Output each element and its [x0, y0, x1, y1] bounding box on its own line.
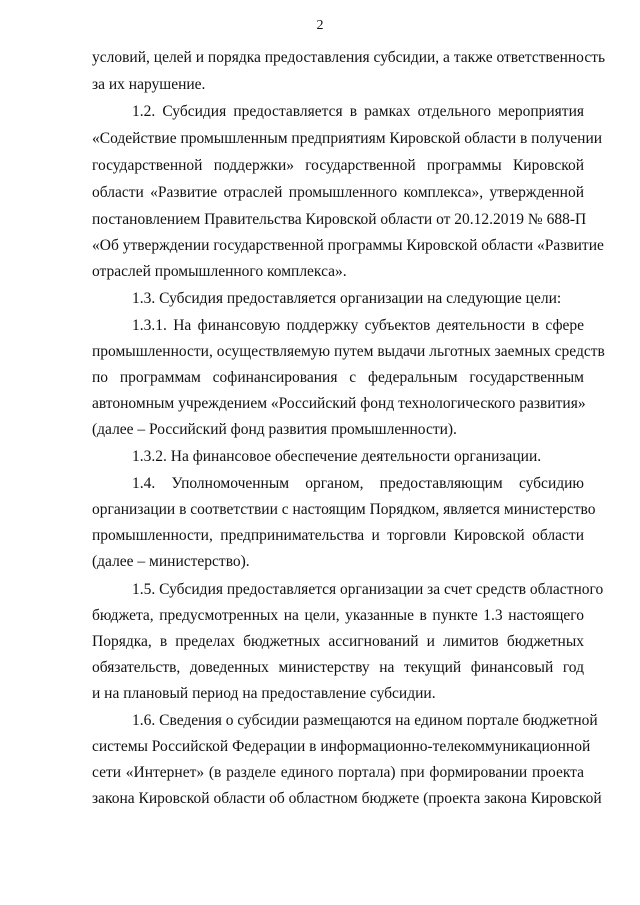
text-line: 1.2. Субсидия предоставляется в рамках отдельного мероприятия	[132, 103, 584, 120]
text-line: организации в соответствии с настоящим Порядком, является министерство	[92, 501, 596, 518]
text-line: промышленности, осуществляемую путем выдачи льготных заемных средств	[92, 343, 605, 360]
text-line: 1.3.1. На финансовую поддержку субъектов деятельности в сфере	[132, 317, 584, 334]
text-line: по программам софинансирования с федеральным государственным	[92, 369, 584, 386]
text-line: за их нарушение.	[92, 76, 206, 93]
text-line: закона Кировской области об областном бюджете (проекта закона Кировской	[92, 790, 602, 807]
text-line: сети «Интернет» (в разделе единого портала) при формировании проекта	[92, 764, 584, 781]
text-line: 1.4. Уполномоченным органом, предоставляющим субсидию	[132, 475, 584, 492]
text-line: «Содействие промышленным предприятиям Кировской области в получении	[92, 130, 603, 147]
text-line: (далее – Российский фонд развития промышленности).	[92, 421, 457, 438]
text-line: «Об утверждении государственной программы Кировской области «Развитие	[92, 237, 604, 254]
text-line: автономным учреждением «Российский фонд технологического развития»	[92, 395, 586, 412]
text-line: 1.3. Субсидия предоставляется организации на следующие цели:	[132, 290, 562, 307]
text-line: 1.5. Субсидия предоставляется организации за счет средств областного	[132, 581, 604, 598]
text-line: промышленности, предпринимательства и торговли Кировской области	[92, 527, 584, 544]
text-line: обязательств, доведенных министерству на текущий финансовый год	[92, 659, 584, 676]
text-line: государственной поддержки» государственной программы Кировской	[92, 157, 584, 174]
text-line: системы Российской Федерации в информационно-телекоммуникационной	[92, 738, 591, 755]
text-line: 1.6. Сведения о субсидии размещаются на едином портале бюджетной	[132, 712, 598, 729]
text-line: и на плановый период на предоставление субсидии.	[92, 685, 436, 702]
text-line: 1.3.2. На финансовое обеспечение деятельности организации.	[132, 448, 542, 465]
text-line: отраслей промышленного комплекса».	[92, 263, 347, 280]
text-line: постановлением Правительства Кировской области от 20.12.2019 № 688-П	[92, 211, 587, 228]
text-line: Порядка, в пределах бюджетных ассигнований и лимитов бюджетных	[92, 633, 584, 650]
text-line: (далее – министерство).	[92, 553, 250, 570]
text-line: области «Развитие отраслей промышленного комплекса», утвержденной	[92, 184, 584, 201]
text-line: условий, целей и порядка предоставления субсидии, а также ответственность	[92, 49, 606, 66]
page-number: 2	[316, 18, 324, 33]
text-line: бюджета, предусмотренных на цели, указанные в пункте 1.3 настоящего	[92, 607, 584, 624]
